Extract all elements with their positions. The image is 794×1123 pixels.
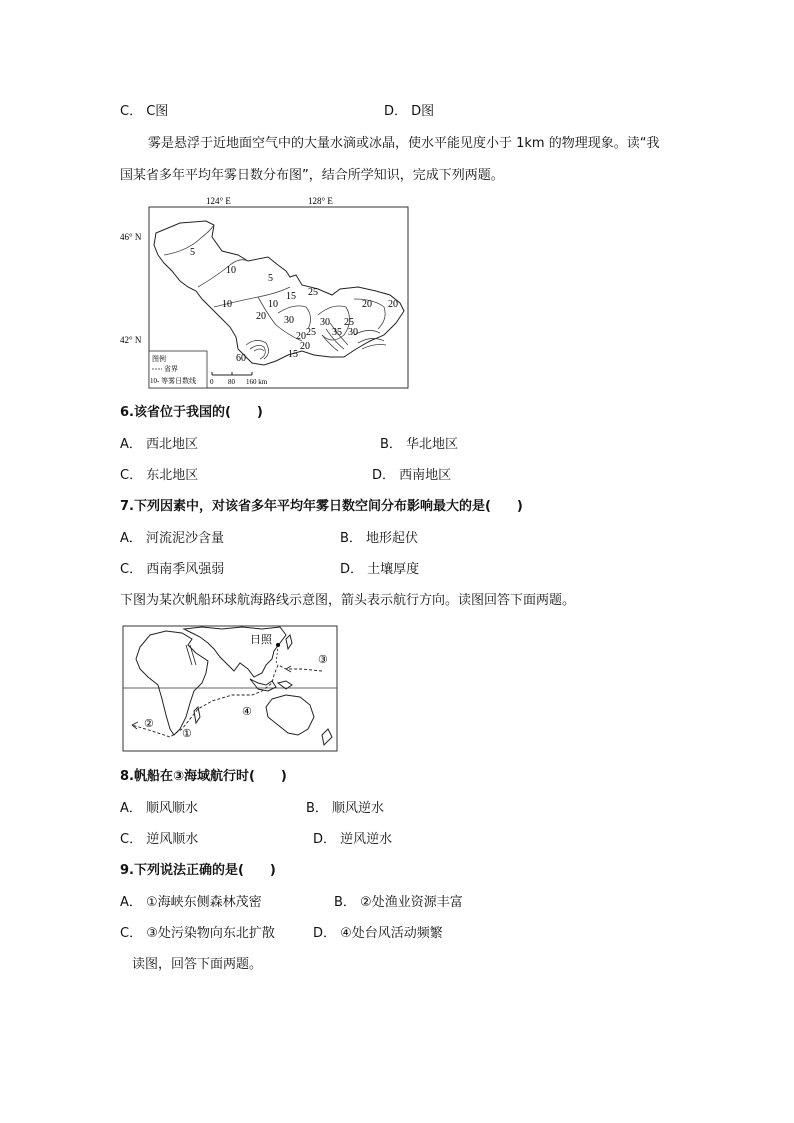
q8-option-b: B． 顺风逆水 (306, 801, 385, 816)
intro-paragraph-line2: 国某省多年平均年雾日数分布图”，结合所学知识，完成下列两题。 (120, 168, 504, 183)
scale-0: 0 (210, 378, 214, 386)
q7-stem: 7.下列因素中，对该省多年平均年雾日数空间分布影响最大的是( ) (120, 499, 523, 514)
isoline-label: 30 (320, 317, 330, 328)
isoline-label: 10 (222, 299, 232, 310)
q5-option-c: C． C图 (120, 104, 169, 119)
isoline-label: 5 (268, 273, 273, 284)
isoline-label: 10 (268, 299, 278, 310)
isoline-label: 10 (226, 265, 236, 276)
q9-option-c: C． ③处污染物向东北扩散 (120, 926, 275, 941)
isoline-label: 35 (332, 327, 342, 338)
isoline-label: 20 (296, 331, 306, 342)
isoline-label: 20 (300, 341, 310, 352)
lon-label-128: 128° E (308, 196, 333, 206)
legend-isoline: 10- 等雾日数线 (150, 377, 197, 385)
lat-label-46: 46° N (120, 232, 142, 242)
isoline-label: 20 (362, 299, 372, 310)
isoline-label: 5 (190, 247, 195, 258)
isoline-label: 25 (344, 317, 354, 328)
closing-instruction: 读图，回答下面两题。 (132, 957, 263, 972)
rizhao-label: 日照 (250, 634, 272, 646)
q9-option-d: D． ④处台风活动频繁 (313, 926, 443, 941)
q9-option-b: B． ②处渔业资源丰富 (334, 895, 463, 910)
fog-days-map (118, 195, 410, 391)
isoline-label: 20 (388, 299, 398, 310)
isoline-label: 30 (348, 327, 358, 338)
q8-stem: 8.帆船在③海域航行时( ) (120, 769, 287, 784)
q6-option-c: C． 东北地区 (120, 468, 199, 483)
q8-option-c: C． 逆风顺水 (120, 832, 199, 847)
intro-paragraph-line1: 雾是悬浮于近地面空气中的大量水滴或冰晶，使水平能见度小于 1km 的物理现象。读“我 (148, 136, 660, 151)
marker-3: ③ (318, 654, 328, 666)
isoline-label: 15 (286, 291, 296, 302)
scale-160: 160 km (246, 378, 268, 386)
q8-option-a: A． 顺风顺水 (120, 801, 199, 816)
scale-80: 80 (228, 378, 235, 386)
marker-2: ② (144, 718, 154, 730)
q6-option-b: B． 华北地区 (380, 437, 459, 452)
lat-label-42: 42° N (120, 335, 142, 345)
isoline-label: 25 (308, 287, 318, 298)
q8-option-d: D． 逆风逆水 (313, 832, 393, 847)
lon-label-124: 124° E (206, 196, 231, 206)
isoline-label: 15 (288, 349, 298, 360)
q7-option-a: A． 河流泥沙含量 (120, 531, 225, 546)
q6-option-a: A． 西北地区 (120, 437, 199, 452)
q7-option-c: C． 西南季风强弱 (120, 562, 225, 577)
q9-option-a: A． ①海峡东侧森林茂密 (120, 895, 262, 910)
q6-option-d: D． 西南地区 (372, 468, 452, 483)
intro2-paragraph: 下图为某次帆船环球航海路线示意图，箭头表示航行方向。读图回答下面两题。 (120, 593, 576, 608)
q7-option-b: B． 地形起伏 (340, 531, 419, 546)
q5-option-d: D． D图 (384, 104, 435, 119)
q9-stem: 9.下列说法正确的是( ) (120, 863, 276, 878)
legend-border: 省界 (164, 365, 178, 373)
isoline-label: 60 (236, 353, 246, 364)
isoline-label: 20 (256, 311, 266, 322)
isoline-label: 25 (306, 327, 316, 338)
legend-title: 图例 (152, 355, 166, 363)
marker-4: ④ (242, 706, 252, 718)
q7-option-d: D． 土壤厚度 (340, 562, 420, 577)
sailing-route-map (122, 625, 338, 752)
q6-stem: 6.该省位于我国的( ) (120, 405, 263, 420)
isoline-label: 30 (284, 315, 294, 326)
marker-1: ① (182, 728, 192, 740)
